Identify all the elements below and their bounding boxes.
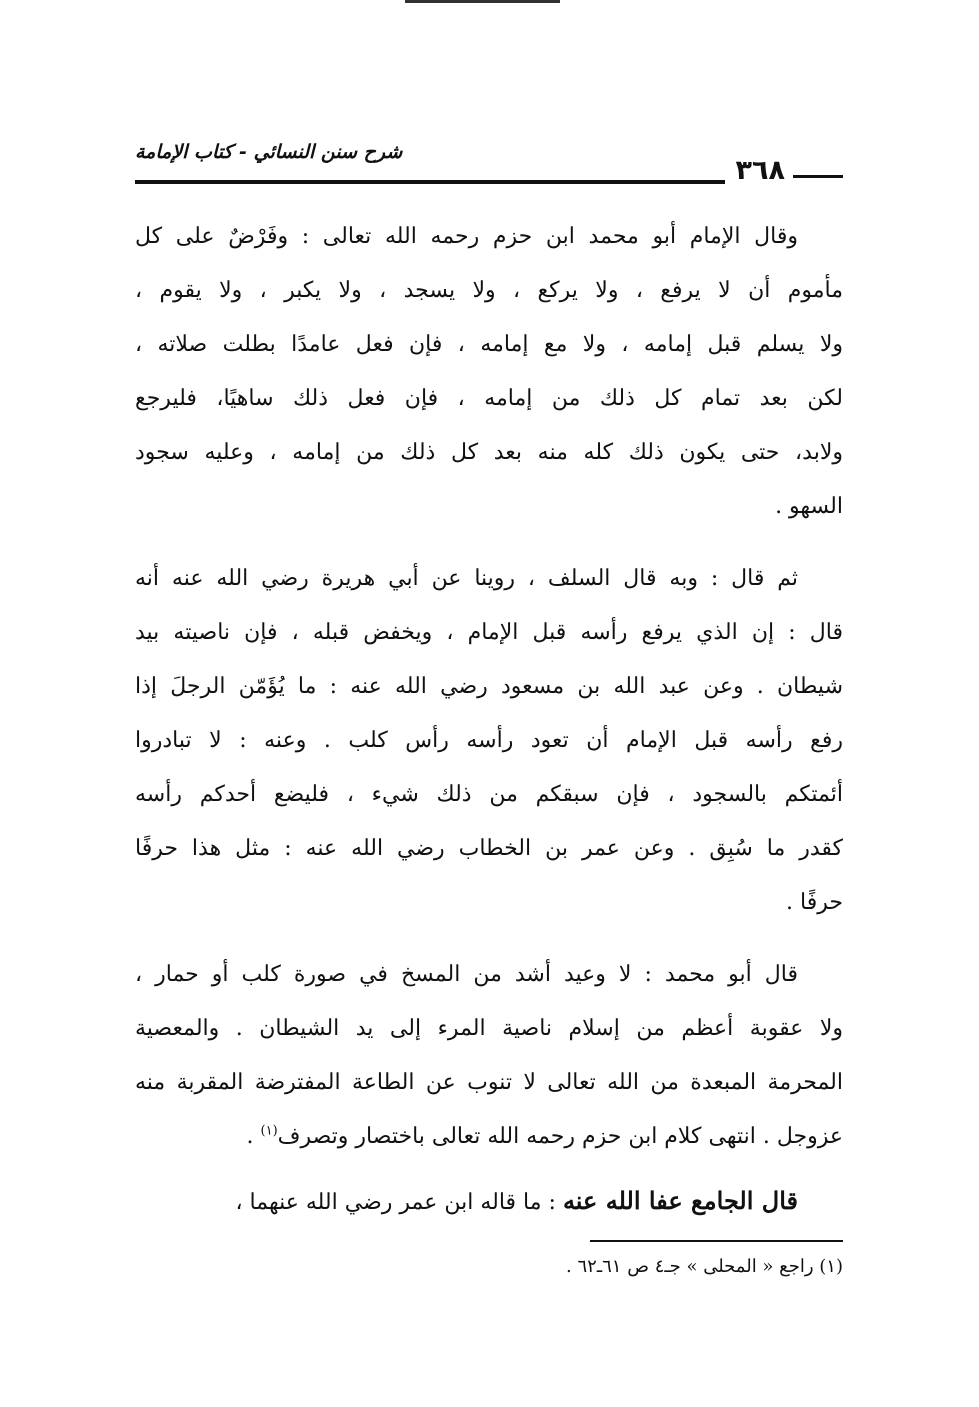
text-line: السهو . (775, 494, 843, 519)
footnote-rule (590, 1240, 843, 1242)
footnote: (١) راجع « المحلى » جـ٤ ص ٦١ـ٦٢ . (566, 1256, 843, 1277)
main-text (135, 210, 843, 1228)
text-line: حرفًا . (786, 890, 843, 915)
text-line: ولا يسلم قبل إمامه ، ولا مع إمامه ، فإن فعل عامدًا بطلت صلاته ، (135, 332, 843, 357)
text-line: لكن بعد تمام كل ذلك من إمامه ، فإن فعل ذلك ساهيًا، فليرجع (135, 386, 843, 411)
paragraph-2 (135, 552, 843, 930)
text-line: رفع رأسه قبل الإمام أن تعود رأسه رأس كلب . وعنه : لا تبادروا (135, 728, 843, 753)
top-edge-mark (405, 0, 560, 3)
footnote-reference[interactable]: (١) (260, 1123, 278, 1139)
page-number-dash (793, 175, 843, 178)
paragraph-4 (135, 1174, 843, 1228)
text-line: ثم قال : وبه قال السلف ، روينا عن أبي هريرة رضي الله عنه أنه (135, 566, 798, 591)
running-title: شرح سنن النسائي - كتاب الإمامة (135, 141, 403, 163)
header-rule (135, 180, 725, 184)
line-tail: . (246, 1124, 261, 1149)
text-line: شيطان . وعن عبد الله بن مسعود رضي الله عنه : ما يُؤَمّن الرجلَ إذا (135, 674, 843, 699)
text-line: ولابد، حتى يكون ذلك كله منه بعد كل ذلك من إمامه ، وعليه سجود (135, 440, 843, 465)
paragraph-1 (135, 210, 843, 534)
text-line: وقال الإمام أبو محمد ابن حزم رحمه الله تعالى : وفَرْضٌ على كل (135, 224, 798, 249)
text-line: ولا عقوبة أعظم من إسلام ناصية المرء إلى يد الشيطان . والمعصية (135, 1016, 843, 1041)
text-line-with-footnote (135, 1110, 843, 1164)
page-header (135, 138, 843, 188)
text-line: أئمتكم بالسجود ، فإن سبقكم من ذلك شيء ، فليضع أحدكم رأسه (135, 782, 843, 807)
text-line: قال : إن الذي يرفع رأسه قبل الإمام ، ويخفض قبله ، فإن ناصيته بيد (135, 620, 843, 645)
text-line: المحرمة المبعدة من الله تعالى لا تنوب عن الطاعة المفترضة المقربة منه (135, 1070, 843, 1095)
text-line: مأموم أن لا يرفع ، ولا يركع ، ولا يسجد ، ولا يكبر ، ولا يقوم ، (135, 278, 843, 303)
text-line: كقدر ما سُبِق . وعن عمر بن الخطاب رضي الله عنه : مثل هذا حرفًا (135, 836, 843, 861)
text-line (135, 1174, 843, 1228)
paragraph-3 (135, 948, 843, 1164)
bold-lead-text: قال الجامع عفا الله عنه (562, 1186, 798, 1215)
text-line-rest: : ما قاله ابن عمر رضي الله عنهما ، (235, 1190, 563, 1215)
text-line: قال أبو محمد : لا وعيد أشد من المسخ في صورة كلب أو حمار ، (135, 962, 798, 987)
page-number: ٣٦٨ (735, 155, 785, 186)
text-line: عزوجل . انتهى كلام ابن حزم رحمه الله تعالى باختصار وتصرف (277, 1124, 843, 1149)
